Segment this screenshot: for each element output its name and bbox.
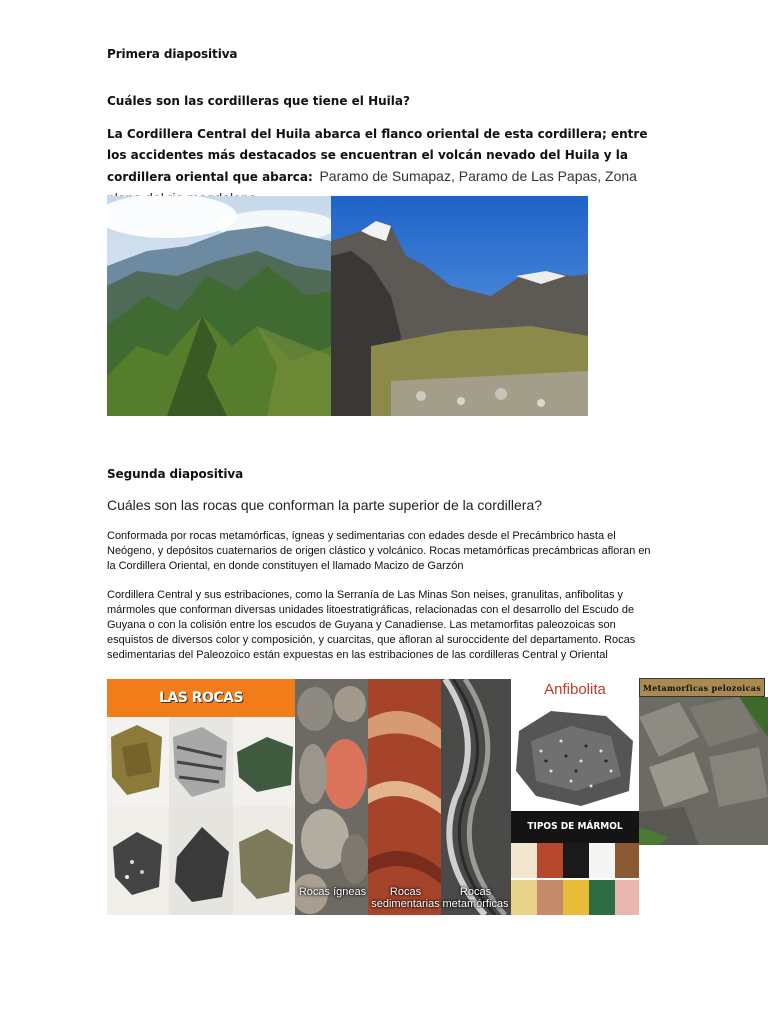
slide1-paragraph-bold: La Cordillera Central del Huila abarca el flanco oriental de esta cordillera; entre los accidentes más destacados se encuentran el volcán nevado del Huila y la cordillera oriental que abarca: — [107, 127, 648, 184]
slide1-heading: Primera diapositiva — [107, 47, 238, 61]
metamorficas-pelozoicas-label: Metamorficas pelozoicas — [639, 678, 765, 697]
rock-types-strip — [295, 679, 511, 915]
slide1-paragraph-regular: Paramo de Sumapaz, Paramo de Las Papas, Zona — [319, 168, 637, 184]
caption-metamorficas: Rocas metamórficas — [442, 886, 509, 910]
rocas-metamorficas-panel — [107, 679, 295, 915]
caption-igneas: Rocas ígneas — [298, 886, 367, 898]
tipos-marmol-label: TIPOS DE MÁRMOL — [511, 811, 639, 843]
slide2-paragraph-2: Cordillera Central y sus estribaciones, como la Serranía de Las Minas Son neises, granulitas, anfibolitas y mármoles que conforman diversas unidades litoestratigráficas, relacionadas con el desarrollo del Escudo de Guyana o con la colisión entre los escudos de Guyana y Canadiense. Las metamorfitas paleozoicas son esquistos de diversos color y composición, y cuarcitas, que afloran al suroccidente del departamento. Rocas sedimentarias del Paleozoico están expuestas en las estribaciones de las cordilleras Central y Oriental — [107, 589, 636, 661]
metamorficas-pelozoicas-photo — [639, 697, 768, 845]
mountain-photo-green — [107, 196, 331, 416]
slide1-question: Cuáles son las cordilleras que tiene el Huila? — [107, 94, 410, 108]
anfibolita-panel — [511, 679, 639, 915]
rocas-metamorficas-banner: LAS ROCAS — [107, 679, 295, 717]
slide2-heading: Segunda diapositiva — [107, 467, 244, 481]
slide2-question: Cuáles son las rocas que conforman la parte superior de la cordillera? — [107, 497, 543, 513]
anfibolita-title: Anfibolita — [511, 679, 639, 701]
mountain-photo-snow — [331, 196, 588, 416]
slide2-paragraph-1: Conformada por rocas metamórficas, ígneas y sedimentarias con edades desde el Precámbrico hasta el Neógeno, y depósitos cuaternarios de origen clástico y volcánico. Rocas metamórficas precámbricas afloran en la Cordillera Oriental, en donde constituyen el llamado Macizo de Garzón — [107, 530, 651, 572]
caption-sedimentarias: Rocas sedimentarias — [371, 886, 440, 910]
